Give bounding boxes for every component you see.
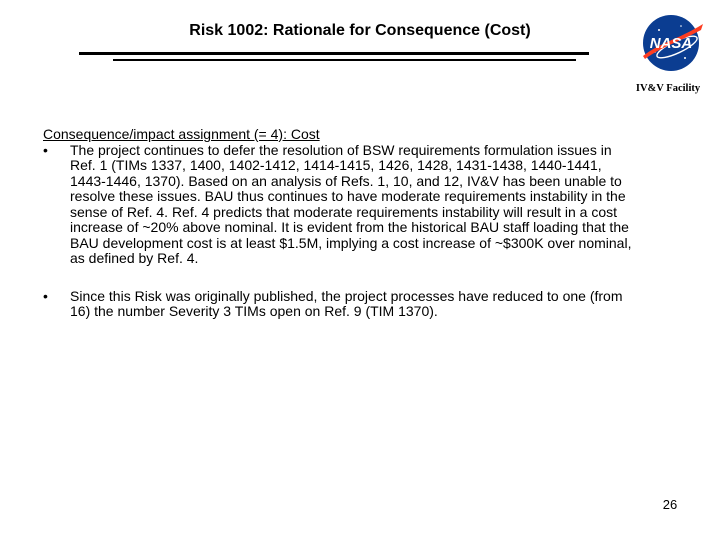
section-heading: Consequence/impact assignment (= 4): Cost	[43, 126, 320, 142]
bullet-item	[43, 143, 633, 267]
page-number: 26	[662, 497, 678, 512]
title-underline-thin	[113, 59, 576, 61]
bullet-glyph: •	[43, 287, 48, 304]
facility-label: IV&V Facility	[635, 83, 701, 94]
bullet-item	[43, 289, 633, 320]
slide-title: Risk 1002: Rationale for Consequence (Cost)	[189, 22, 531, 39]
nasa-logo	[637, 12, 705, 74]
slide-body	[43, 127, 633, 320]
bullet-glyph: •	[43, 141, 48, 158]
nasa-logo-text: NASA	[649, 35, 693, 52]
title-underline-thick	[79, 52, 589, 55]
bullet-text: Since this Risk was originally published, the project processes have reduced to one (from 16) the number Severity 3 TIMs open on Ref. 9 (TIM 1370).	[70, 287, 623, 319]
bullet-text: The project continues to defer the resolution of BSW requirements formulation issues in Ref. 1 (TIMs 1337, 1400, 1402-1412, 1414-1415, 1426, 1428, 1431-1438, 1440-1441, 1443-1446, 1370). Based on an analysis of Refs. 1, 10, and 12, IV&V has been unable to resolve these issues. BAU thus continues to have moderate requirements instability in the sense of Ref. 4. Ref. 4 predicts that moderate requirements instability will result in a cost increase of ~20% above nominal. It is evident from the historical BAU staff loading that the BAU development cost is at least $1.5M, implying a cost increase of ~$300K over nominal, as defined by Ref. 4.	[70, 141, 632, 266]
